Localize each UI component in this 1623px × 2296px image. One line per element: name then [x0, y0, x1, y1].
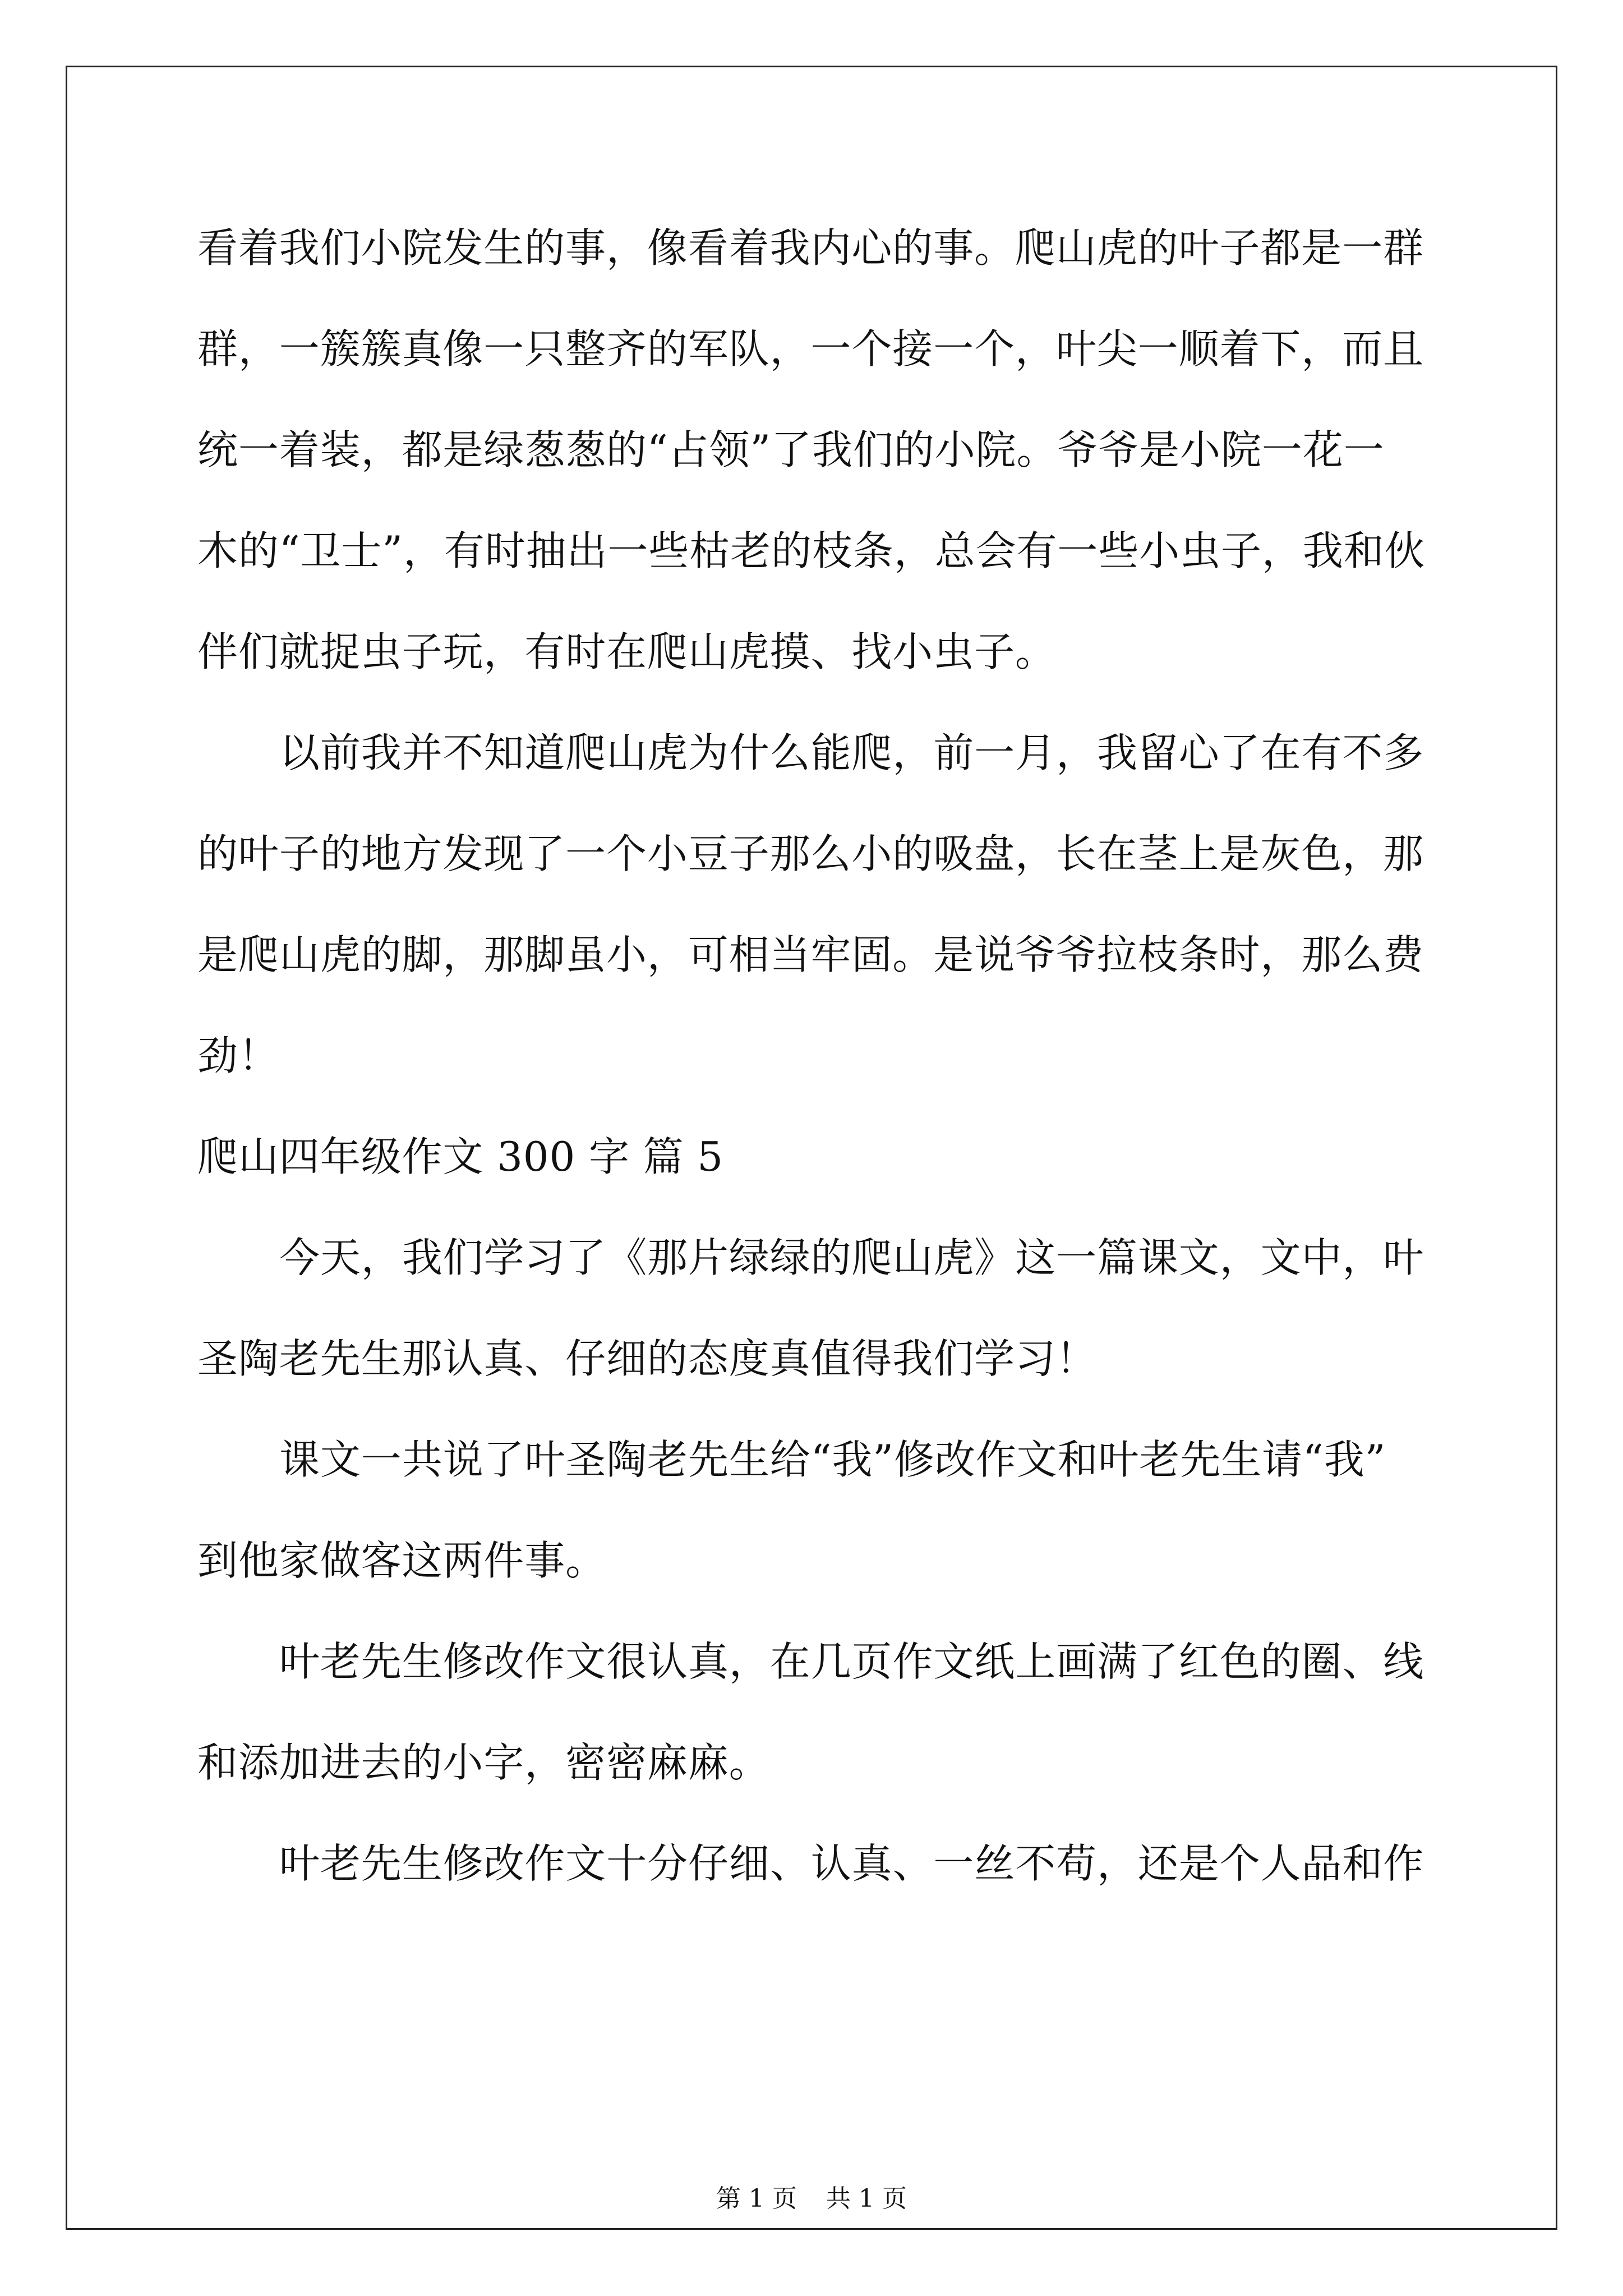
text-line: 群，一簇簇真像一只整齐的军队，一个接一个，叶尖一顺着下，而且 [197, 325, 1424, 372]
paragraph-first-line: 以前我并不知道爬山虎为什么能爬，前一月，我留心了在有不多 [279, 729, 1424, 776]
paragraph-first-line: 课文一共说了叶圣陶老先生给“我”修改作文和叶老先生请“我” [279, 1436, 1386, 1483]
text-line: 看着我们小院发生的事，像看着我内心的事。爬山虎的叶子都是一群 [197, 224, 1424, 272]
page-number: 第 1 页 [716, 2184, 797, 2213]
page-footer [0, 2182, 1623, 2216]
page-total: 共 1 页 [826, 2184, 907, 2213]
text-line: 是爬山虎的脚，那脚虽小，可相当牢固。是说爷爷拉枝条时，那么费 [197, 931, 1424, 978]
text-line: 的叶子的地方发现了一个小豆子那么小的吸盘，长在茎上是灰色，那 [197, 830, 1424, 877]
paragraph-first-line: 今天，我们学习了《那片绿绿的爬山虎》这一篇课文，文中，叶 [279, 1234, 1424, 1281]
text-line: 统一着装，都是绿葱葱的“占领”了我们的小院。爷爷是小院一花一 [197, 426, 1385, 473]
text-line: 劲！ [197, 1032, 279, 1079]
text-line: 木的“卫士”，有时抽出一些枯老的枝条，总会有一些小虫子，我和伙 [197, 527, 1426, 574]
section-heading: 爬山四年级作文 300 字 篇 5 [197, 1133, 724, 1180]
paragraph-first-line: 叶老先生修改作文很认真，在几页作文纸上画满了红色的圈、线 [279, 1638, 1424, 1685]
text-line: 和添加进去的小字，密密麻麻。 [197, 1739, 770, 1786]
text-line: 到他家做客这两件事。 [197, 1537, 607, 1584]
text-line: 圣陶老先生那认真、仔细的态度真值得我们学习！ [197, 1335, 1097, 1382]
text-line: 伴们就捉虫子玩，有时在爬山虎摸、找小虫子。 [197, 628, 1056, 675]
paragraph-first-line: 叶老先生修改作文十分仔细、认真、一丝不苟，还是个人品和作 [279, 1840, 1424, 1887]
